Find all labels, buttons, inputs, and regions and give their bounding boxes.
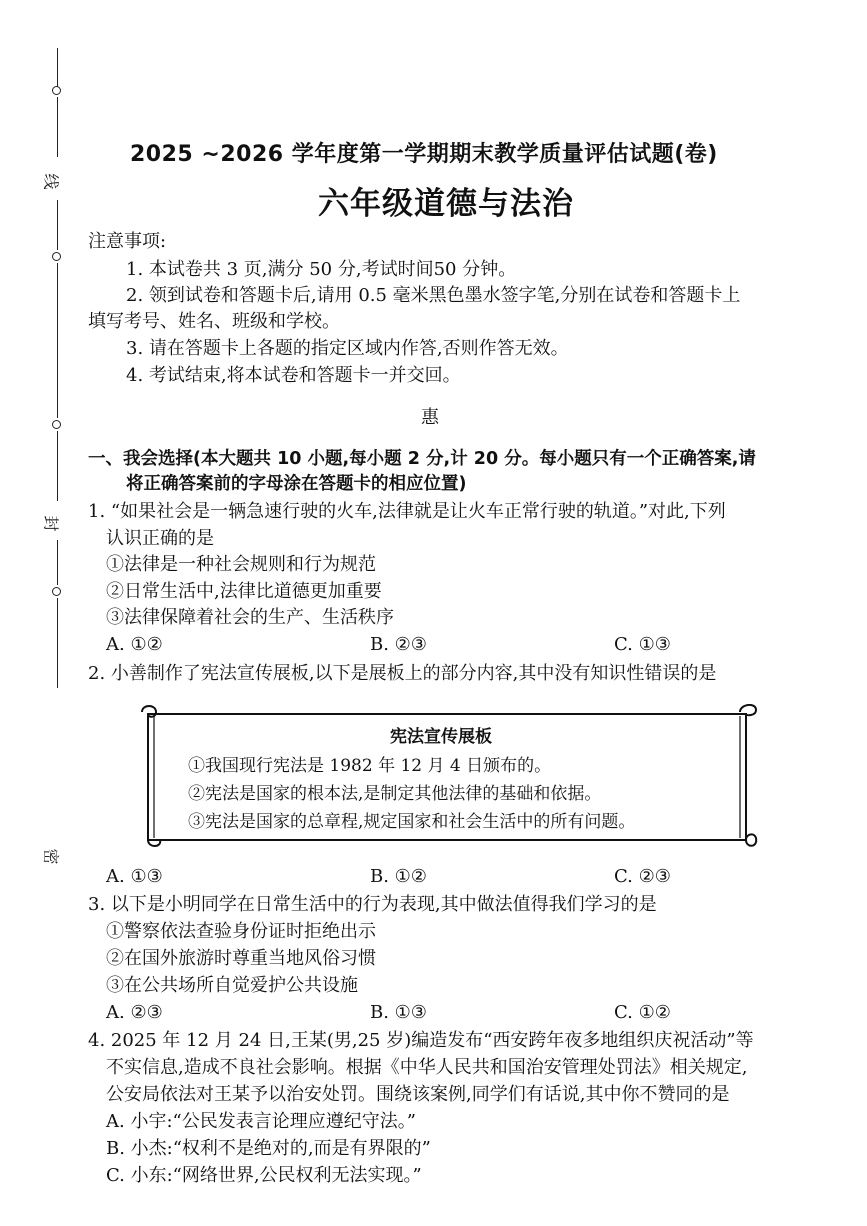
q1-stem-cont: 认识正确的是	[106, 528, 214, 549]
notice-item: 2. 领到试卷和答题卡后,请用 0.5 毫米黑色墨水签字笔,分别在试卷和答题卡上	[126, 285, 741, 306]
q4-option-c: C. 小东:“网络世界,公民权利无法实现。”	[106, 1165, 422, 1186]
margin-line	[57, 598, 58, 688]
q3-stem: 3. 以下是小明同学在日常生活中的行为表现,其中做法值得我们学习的是	[88, 894, 657, 915]
q3-option-a: A. ②③	[106, 1002, 163, 1023]
notice-item: 3. 请在答题卡上各题的指定区域内作答,否则作答无效。	[126, 338, 569, 359]
q2-option-b: B. ①②	[370, 866, 427, 887]
q4-option-a: A. 小宇:“公民发表言论理应遵纪守法。”	[106, 1111, 416, 1132]
margin-line	[57, 97, 58, 157]
q3-statement: ②在国外旅游时尊重当地风俗习惯	[106, 948, 376, 969]
q1-option-a: A. ①②	[106, 634, 163, 655]
board-item: ②宪法是国家的根本法,是制定其他法律的基础和依据。	[188, 784, 602, 804]
margin-char-feng: 封	[41, 515, 61, 532]
q1-statement: ②日常生活中,法律比道德更加重要	[106, 581, 382, 602]
margin-line	[57, 263, 58, 418]
margin-circle	[52, 252, 61, 261]
q3-statement: ①警察依法查验身份证时拒绝出示	[106, 921, 376, 942]
margin-circle	[52, 420, 61, 429]
margin-line	[57, 48, 58, 88]
section-heading: 一、我会选择(本大题共 10 小题,每小题 2 分,计 20 分。每小题只有一个正确答案,请	[88, 449, 756, 469]
board-title: 宪法宣传展板	[390, 727, 492, 747]
q2-option-c: C. ②③	[614, 866, 671, 887]
notice-item: 1. 本试卷共 3 页,满分 50 分,考试时间50 分钟。	[126, 259, 517, 280]
margin-line	[57, 540, 58, 585]
board-item: ①我国现行宪法是 1982 年 12 月 4 日颁布的。	[188, 756, 552, 776]
margin-char-mi: 密	[41, 848, 61, 865]
q4-stem-cont: 不实信息,造成不良社会影响。根据《中华人民共和国治安管理处罚法》相关规定,	[106, 1057, 748, 1078]
exam-title: 2025 ~2026 学年度第一学期期末教学质量评估试题(卷)	[130, 142, 718, 167]
section-heading-cont: 将正确答案前的字母涂在答题卡的相应位置)	[126, 474, 467, 494]
notice-item: 4. 考试结束,将本试卷和答题卡一并交回。	[126, 365, 461, 386]
margin-line	[57, 431, 58, 501]
subject-title: 六年级道德与法治	[318, 186, 574, 222]
q2-stem: 2. 小善制作了宪法宣传展板,以下是展板上的部分内容,其中没有知识性错误的是	[88, 663, 717, 684]
margin-char-xian: 线	[41, 173, 61, 190]
q3-statement: ③在公共场所自觉爱护公共设施	[106, 975, 358, 996]
q4-stem-cont: 公安局依法对王某予以治安处罚。围绕该案例,同学们有话说,其中你不赞同的是	[106, 1084, 730, 1105]
q1-statement: ①法律是一种社会规则和行为规范	[106, 554, 376, 575]
margin-circle	[52, 587, 61, 596]
margin-circle	[52, 86, 61, 95]
q2-option-a: A. ①③	[106, 866, 163, 887]
q3-option-b: B. ①③	[370, 1002, 427, 1023]
stamp-char: 惠	[421, 407, 439, 428]
q1-option-c: C. ①③	[614, 634, 671, 655]
constitution-board	[140, 704, 760, 850]
q4-option-b: B. 小杰:“权利不是绝对的,而是有界限的”	[106, 1138, 431, 1159]
q1-statement: ③法律保障着社会的生产、生活秩序	[106, 607, 394, 628]
q1-stem: 1. “如果社会是一辆急速行驶的火车,法律就是让火车正常行驶的轨道。”对此,下列	[88, 501, 726, 522]
q4-stem: 4. 2025 年 12 月 24 日,王某(男,25 岁)编造发布“西安跨年夜多地组织庆祝活动”等	[88, 1030, 754, 1051]
notice-item-cont: 填写考号、姓名、班级和学校。	[88, 311, 340, 332]
q3-option-c: C. ①②	[614, 1002, 671, 1023]
margin-line	[57, 200, 58, 250]
notice-heading: 注意事项:	[88, 231, 167, 252]
board-item: ③宪法是国家的总章程,规定国家和社会生活中的所有问题。	[188, 812, 636, 832]
q1-option-b: B. ②③	[370, 634, 427, 655]
